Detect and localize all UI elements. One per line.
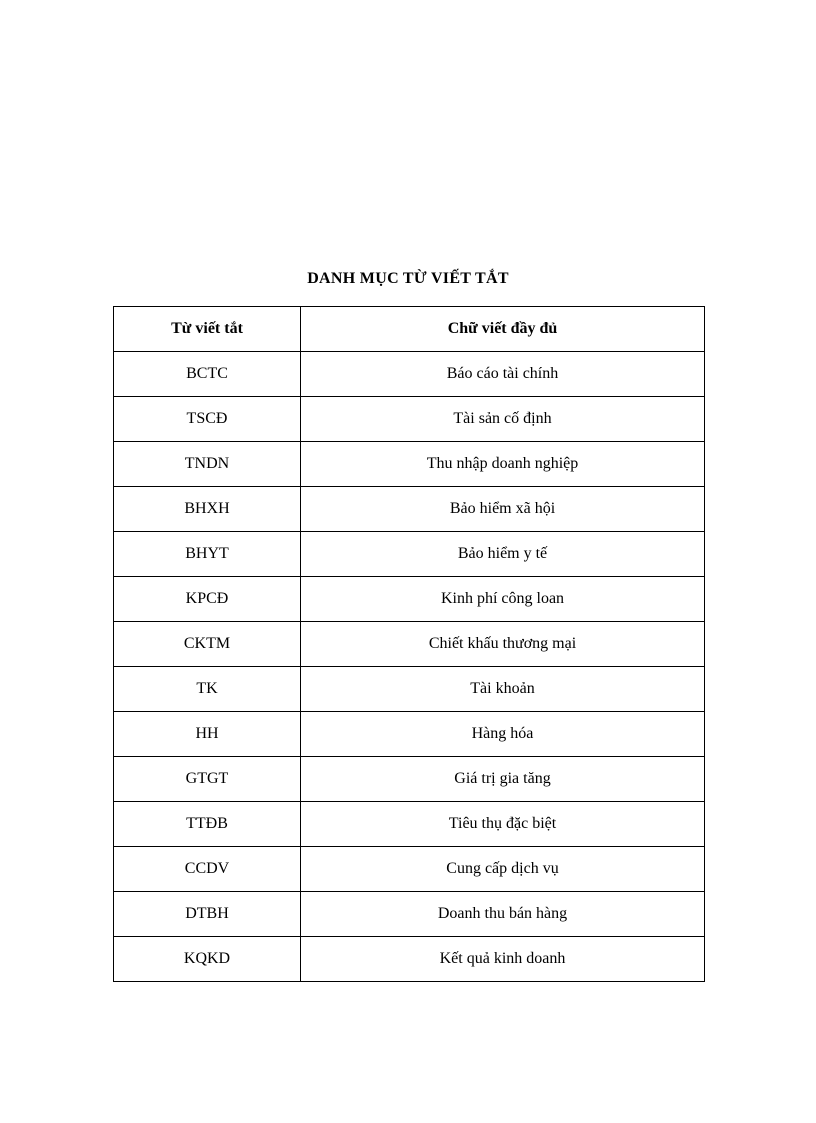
abbreviation-cell: TTĐB [114, 802, 301, 847]
full-form-cell: Kinh phí công loan [301, 577, 705, 622]
abbreviation-cell: KQKD [114, 937, 301, 982]
full-form-cell: Báo cáo tài chính [301, 352, 705, 397]
table-row [114, 667, 705, 712]
abbreviation-cell: KPCĐ [114, 577, 301, 622]
full-form-cell: Giá trị gia tăng [301, 757, 705, 802]
abbreviation-cell: HH [114, 712, 301, 757]
abbreviation-cell: BCTC [114, 352, 301, 397]
table-row [114, 577, 705, 622]
full-form-cell: Cung cấp dịch vụ [301, 847, 705, 892]
abbreviation-cell: BHYT [114, 532, 301, 577]
abbreviation-cell: GTGT [114, 757, 301, 802]
table-row [114, 352, 705, 397]
full-form-cell: Tài sản cố định [301, 397, 705, 442]
full-form-cell: Kết quả kinh doanh [301, 937, 705, 982]
table-row [114, 712, 705, 757]
table-row [114, 847, 705, 892]
full-form-cell: Tài khoản [301, 667, 705, 712]
full-form-cell: Hàng hóa [301, 712, 705, 757]
table-row [114, 802, 705, 847]
full-form-cell: Thu nhập doanh nghiệp [301, 442, 705, 487]
table-row [114, 532, 705, 577]
table-row [114, 397, 705, 442]
table-row [114, 487, 705, 532]
abbreviation-table [113, 306, 705, 982]
column-header-full-form: Chữ viết đầy đủ [301, 307, 705, 352]
page-title: DANH MỤC TỪ VIẾT TẮT [307, 270, 509, 287]
column-header-abbreviation: Từ viết tắt [114, 307, 301, 352]
table-row [114, 757, 705, 802]
abbreviation-cell: CCDV [114, 847, 301, 892]
full-form-cell: Bảo hiểm y tế [301, 532, 705, 577]
table-row [114, 442, 705, 487]
full-form-cell: Chiết khấu thương mại [301, 622, 705, 667]
abbreviation-cell: TK [114, 667, 301, 712]
table-header-row [114, 307, 705, 352]
full-form-cell: Doanh thu bán hàng [301, 892, 705, 937]
abbreviation-cell: DTBH [114, 892, 301, 937]
table-row [114, 892, 705, 937]
abbreviation-cell: TSCĐ [114, 397, 301, 442]
full-form-cell: Bảo hiểm xã hội [301, 487, 705, 532]
table-row [114, 937, 705, 982]
abbreviation-cell: CKTM [114, 622, 301, 667]
abbreviation-cell: TNDN [114, 442, 301, 487]
abbreviation-cell: BHXH [114, 487, 301, 532]
full-form-cell: Tiêu thụ đặc biệt [301, 802, 705, 847]
table-row [114, 622, 705, 667]
